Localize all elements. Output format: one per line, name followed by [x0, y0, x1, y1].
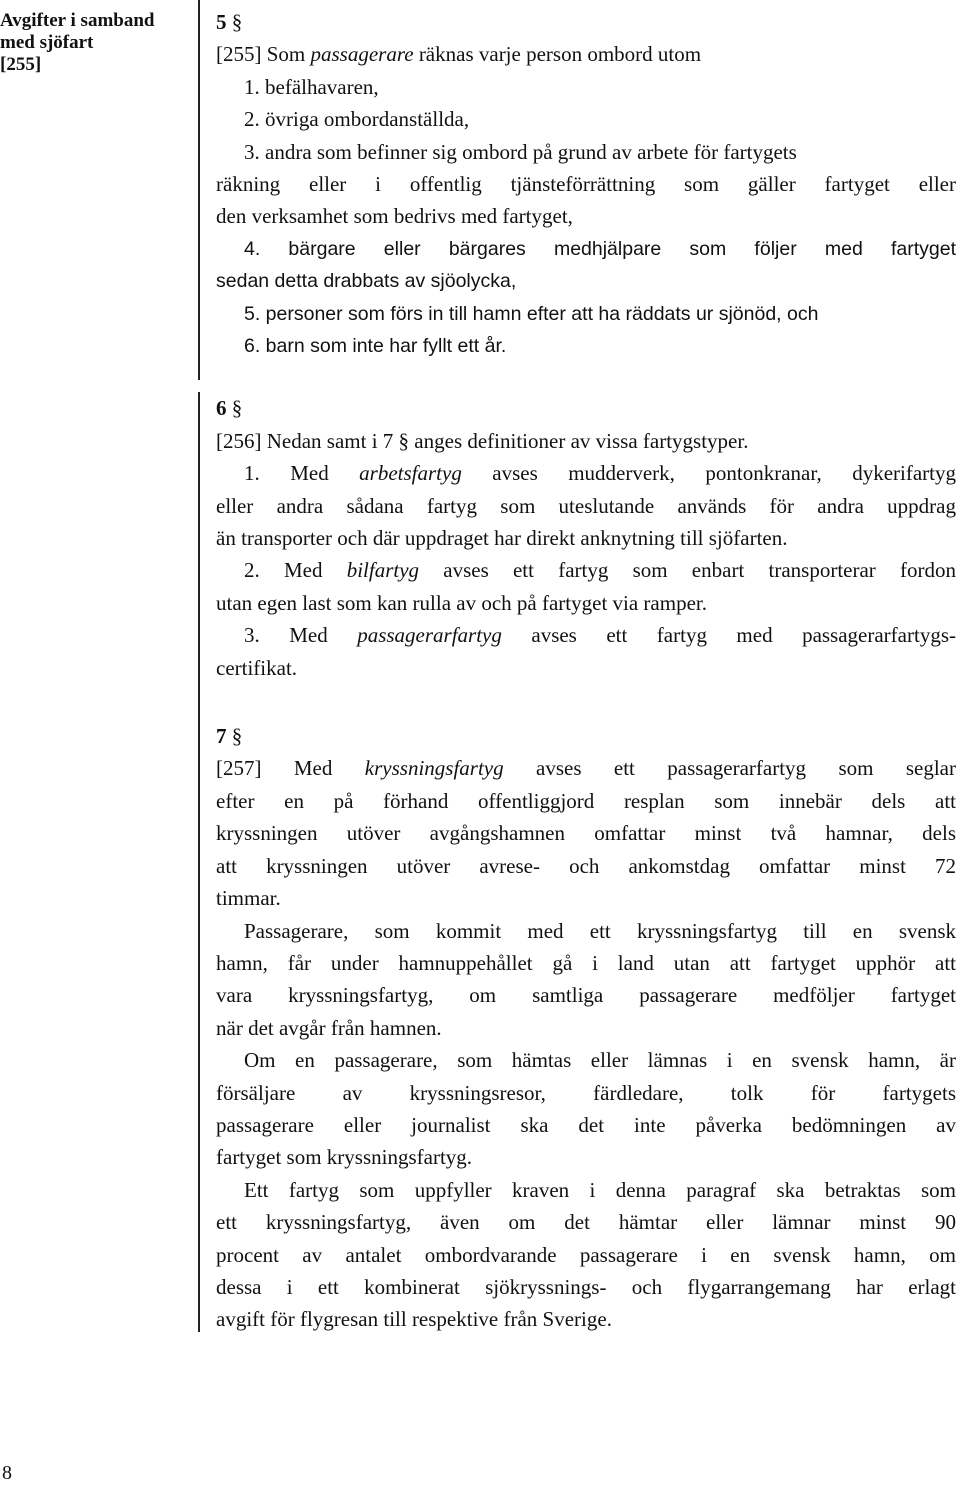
spacer — [216, 684, 956, 720]
spacer — [216, 362, 956, 392]
text-run: avses mudderverk, pontonkranar, dykerifartyg — [461, 461, 956, 486]
margin-heading-line: [255] — [0, 54, 42, 75]
list-item: 3. andra som befinner sig ombord på grund av arbete för fartygets — [244, 139, 797, 164]
paragraph-line: kryssningen utöver avgångshamnen omfattar minst två hamnar, dels — [216, 821, 956, 846]
margin-heading — [0, 10, 196, 76]
paragraph-line — [216, 38, 956, 70]
text-run: avses ett fartyg med passagerarfartygs- — [501, 623, 956, 648]
document-body — [216, 6, 956, 1336]
page-number: 8 — [2, 1462, 12, 1484]
text-run: 1. Med — [244, 461, 360, 486]
defined-term: kryssningsfartyg — [364, 756, 504, 781]
list-item-continuation: den verksamhet som bedrivs med fartyget, — [216, 204, 573, 229]
text-run: [257] Med — [216, 756, 365, 781]
defined-term: arbetsfartyg — [359, 461, 462, 486]
text-run: [255] Som — [216, 42, 311, 67]
paragraph-line: dessa i ett kombinerat sjökryssnings- och flygarrangemang har erlagt — [216, 1274, 956, 1299]
text-run: räknas varje person ombord utom — [413, 42, 702, 67]
paragraph-line: hamn, får under hamnuppehållet gå i land utan att fartyget upphör att — [216, 950, 956, 975]
section-sign: § — [231, 10, 243, 34]
list-item: 1. befälhavaren, — [244, 74, 379, 99]
text-run: anges definitioner av vissa fartygstyper. — [409, 428, 749, 453]
definition-line: än transporter och där uppdraget har direkt anknytning till sjöfarten. — [216, 526, 788, 551]
definition-line: utan egen last som kan rulla av och på fartyget via ramper. — [216, 590, 707, 615]
section-number: 7 — [216, 724, 227, 749]
section-sign: § — [398, 428, 410, 453]
paragraph-line: vara kryssningsfartyg, om samtliga passagerare medföljer fartyget — [216, 983, 956, 1008]
defined-term: passagerare — [310, 42, 414, 67]
paragraph-line: Passagerare, som kommit med ett kryssningsfartyg till en svensk — [244, 918, 956, 943]
section-heading — [216, 720, 956, 752]
text-run: avses ett fartyg som enbart transporterar fordon — [419, 558, 956, 583]
paragraph-line: när det avgår från hamnen. — [216, 1015, 442, 1040]
margin-heading-line: med sjöfart — [0, 32, 94, 53]
text-run: [256] Nedan samt i 7 — [216, 428, 399, 453]
paragraph-line: Ett fartyg som uppfyller kraven i denna paragraf ska betraktas som — [244, 1177, 956, 1202]
paragraph-line: passagerare eller journalist ska det inte påverka bedömningen av — [216, 1112, 956, 1137]
margin-heading-line: Avgifter i samband — [0, 10, 155, 31]
list-item: 5. personer som förs in till hamn efter att ha räddats ur sjönöd, och — [244, 302, 819, 325]
definition-line — [216, 554, 956, 586]
list-item: 4. bärgare eller bärgares medhjälpare som följer med fartyget — [244, 237, 956, 260]
paragraph-line: Om en passagerare, som hämtas eller lämnas i en svensk hamn, är — [244, 1048, 956, 1073]
section-heading — [216, 392, 956, 424]
text-run: avses ett passagerarfartyg som seglar — [503, 756, 956, 781]
list-item: 2. övriga ombordanställda, — [244, 107, 470, 132]
definition-line: eller andra sådana fartyg som uteslutande används för andra uppdrag — [216, 493, 956, 518]
list-item-continuation: sedan detta drabbats av sjöolycka, — [216, 270, 517, 293]
section-heading — [216, 6, 956, 38]
defined-term: bilfartyg — [346, 558, 420, 583]
section-number: 5 — [216, 10, 227, 34]
paragraph-line: procent av antalet ombordvarande passagerare i en svensk hamn, om — [216, 1242, 956, 1267]
text-run: 3. Med — [244, 623, 358, 648]
paragraph-line: ett kryssningsfartyg, även om det hämtar eller lämnar minst 90 — [216, 1210, 956, 1235]
paragraph-line: efter en på förhand offentliggjord resplan som innebär dels att — [216, 788, 956, 813]
section-sign: § — [231, 724, 243, 749]
list-item-continuation: räkning eller i offentlig tjänsteförrättning som gäller fartyget eller — [216, 172, 956, 197]
paragraph-line: avgift för flygresan till respektive från Sverige. — [216, 1307, 612, 1332]
paragraph-line — [216, 425, 956, 457]
paragraph-line: försäljare av kryssningsresor, färdledare, tolk för fartygets — [216, 1080, 956, 1105]
definition-line — [216, 457, 956, 489]
definition-line: certifikat. — [216, 655, 298, 680]
section-sign: § — [231, 396, 243, 421]
paragraph-line — [216, 752, 956, 784]
paragraph-line: timmar. — [216, 886, 281, 911]
list-item: 6. barn som inte har fyllt ett år. — [244, 335, 507, 358]
margin-rule — [198, 392, 200, 1332]
definition-line — [216, 619, 956, 651]
text-run: 2. Med — [244, 558, 347, 583]
paragraph-line: fartyget som kryssningsfartyg. — [216, 1145, 473, 1170]
section-number: 6 — [216, 396, 227, 421]
defined-term: passagerarfartyg — [357, 623, 502, 648]
margin-rule — [198, 0, 200, 380]
paragraph-line: att kryssningen utöver avrese- och ankomstdag omfattar minst 72 — [216, 853, 956, 878]
